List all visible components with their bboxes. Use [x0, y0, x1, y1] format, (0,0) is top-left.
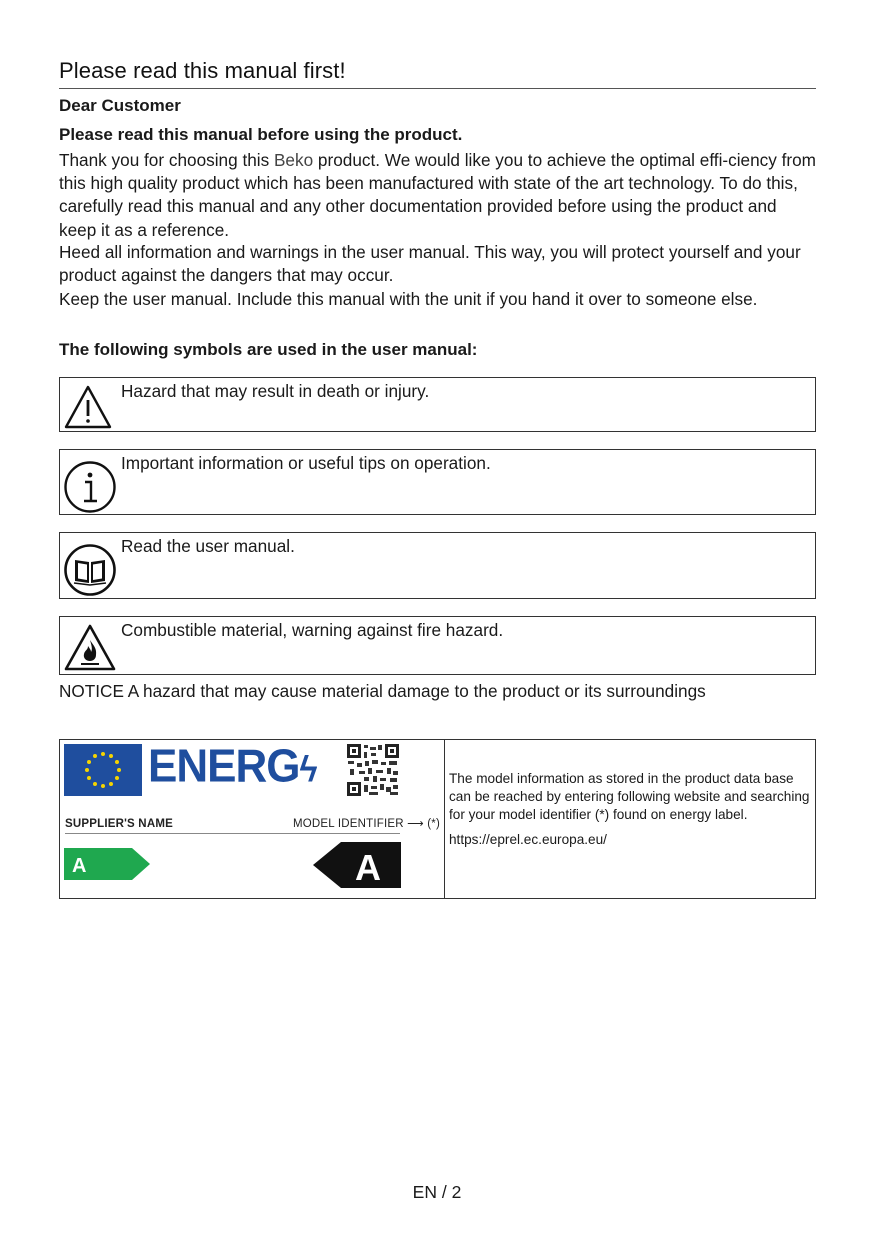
model-identifier-label: MODEL IDENTIFIER ⟶ (*): [293, 818, 440, 830]
qr-code-icon: [347, 744, 399, 796]
warnings-paragraph: Heed all information and warnings in the user manual. This way, you will protect yourself and your product against the dangers that may occur.: [59, 242, 801, 286]
warning-triangle-icon: [63, 384, 113, 435]
energy-class-scale-arrow: [64, 848, 150, 880]
symbol-row-fire-hazard: [59, 616, 816, 675]
info-circle-icon: [63, 460, 117, 519]
energy-wordmark: ENERGϟ: [148, 740, 317, 793]
supplier-name-label: SUPPLIER'S NAME: [65, 818, 173, 830]
salutation: Dear Customer: [59, 96, 181, 115]
svg-text:A: A: [72, 855, 87, 877]
subheading: Please read this manual before using the product.: [59, 125, 463, 144]
brand-name: Beko: [273, 150, 314, 170]
fire-hazard-icon: [63, 623, 117, 678]
intro-paragraph: [59, 149, 816, 242]
energy-info-text: The model information as stored in the product data base can be reached by entering following website and searching for your model identifier (*) found on energy label.: [449, 771, 810, 822]
keep-manual-paragraph: Keep the user manual. Include this manual with the unit if you hand it over to someone else.: [59, 289, 758, 309]
eu-flag-icon: [64, 744, 142, 796]
book-icon: [63, 543, 117, 602]
symbol-text: Hazard that may result in death or injury.: [121, 381, 430, 401]
eprel-link[interactable]: https://eprel.ec.europa.eu/: [449, 832, 607, 848]
energy-label-table: [59, 739, 816, 899]
energy-class-rating-arrow: [313, 842, 401, 888]
notice-text: NOTICE A hazard that may cause material damage to the product or its surroundings: [59, 681, 706, 701]
symbol-text: Important information or useful tips on operation.: [121, 453, 491, 473]
intro-text-post: product. We would like you to achieve the optimal effi-ciency from this high quality product which has been manufactured with state of the art technology. To do this, carefully read this manual and any other documentation provided before using the product and keep it as a reference.: [59, 150, 816, 240]
intro-text-pre: Thank you for choosing this: [59, 150, 274, 170]
arrow-right-icon: ⟶: [403, 818, 428, 830]
lightning-icon: ϟ: [299, 750, 317, 791]
title-divider: [59, 88, 816, 89]
symbol-row-info: [59, 449, 816, 515]
page-title: Please read this manual first!: [59, 58, 346, 83]
symbol-text: Read the user manual.: [121, 536, 295, 556]
symbol-text: Combustible material, warning against fire hazard.: [121, 620, 504, 640]
energy-info-cell: [449, 770, 811, 849]
svg-text:A: A: [355, 847, 381, 888]
page-number: EN / 2: [412, 1182, 462, 1202]
symbol-row-read-manual: [59, 532, 816, 599]
energy-label-image: [60, 740, 445, 898]
label-divider: [65, 833, 400, 834]
symbol-row-hazard: [59, 377, 816, 432]
symbols-heading: The following symbols are used in the user manual:: [59, 340, 478, 359]
